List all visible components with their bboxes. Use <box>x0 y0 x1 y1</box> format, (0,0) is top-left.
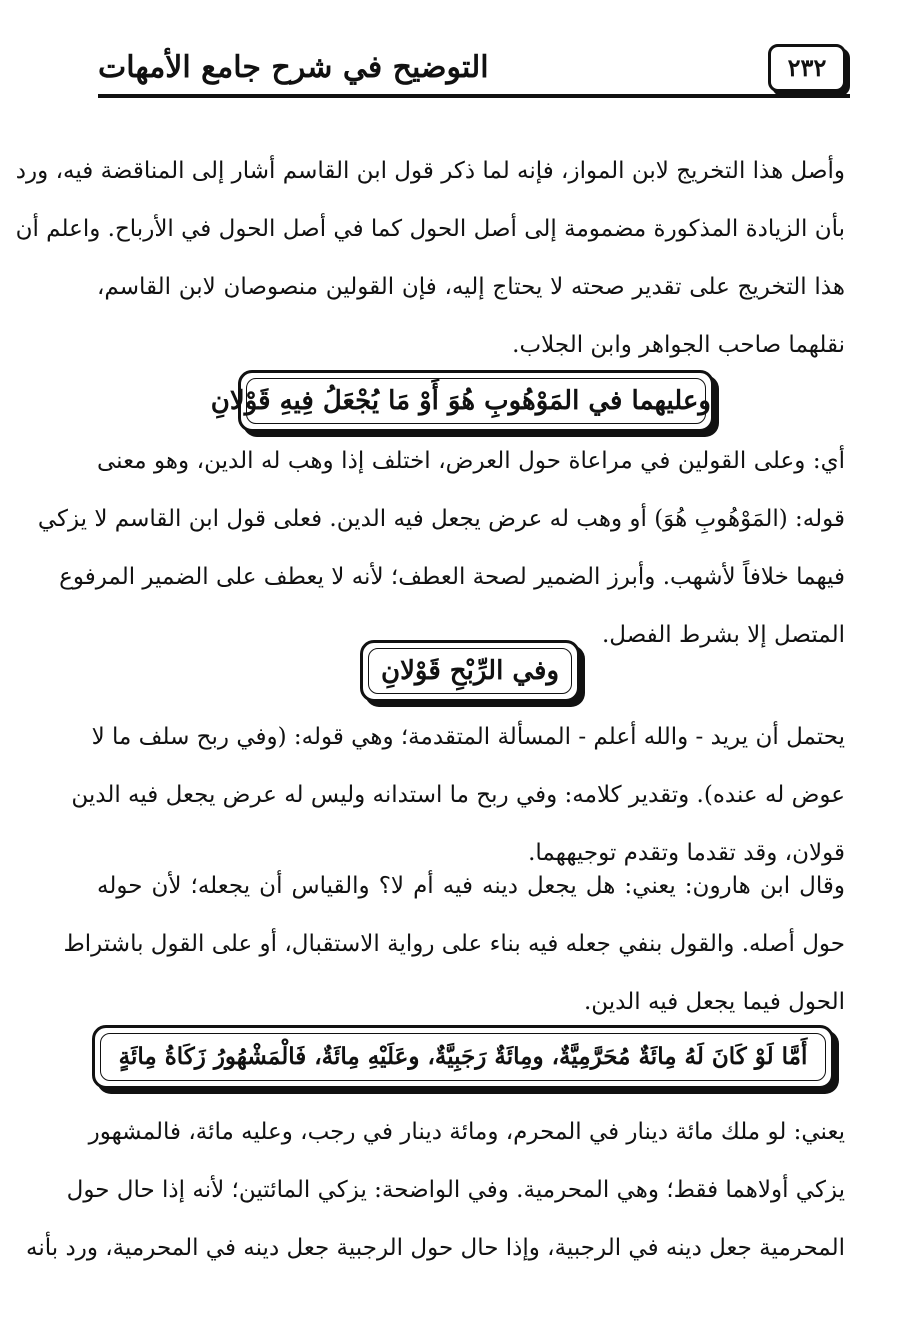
page-number: ٢٣٢ <box>768 44 846 92</box>
paragraph-line: يزكي أولاهما فقط؛ وهي المحرمية. وفي الواضحة: يزكي المائتين؛ لأنه إذا حال حول <box>66 1177 845 1203</box>
paragraph-line: الحول فيما يجعل فيه الدين. <box>583 989 845 1015</box>
heading-text: وفي الرِّبْحِ قَوْلانِ <box>380 656 560 686</box>
paragraph-line: قولان، وقد تقدما وتقدم توجيههما. <box>528 840 845 866</box>
header-rule <box>98 94 850 98</box>
paragraph-line: أي: وعلى القولين في مراعاة حول العرض، اختلف إذا وهب له الدين، وهو معنى <box>97 448 846 474</box>
matn-heading-2 <box>360 640 580 702</box>
heading-text: أَمَّا لَوْ كَانَ لَهُ مِائَةٌ مُحَرَّمِيَّةٌ، ومِائَةٌ رَجَبِيَّةٌ، وعَلَيْهِ مِائَةٌ، فَالْمَشْهُورُ زَكَاةُ مِائَةٍ <box>118 1043 808 1070</box>
paragraph-line: المتصل إلا بشرط الفصل. <box>601 622 845 648</box>
heading-text: وعليهما في المَوْهُوبِ هُوَ أَوْ مَا يُجْعَلُ فِيهِ قَوْلانِ <box>210 386 711 416</box>
paragraph-line: فيهما خلافاً لأشهب. وأبرز الضمير لصحة العطف؛ لأنه لا يعطف على الضمير المرفوع <box>59 564 845 590</box>
paragraph-line: قوله: (المَوْهُوبِ هُوَ) أو وهب له عرض يجعل فيه الدين. فعلى قول ابن القاسم لا يزكي <box>37 506 845 532</box>
paragraph-line: يحتمل أن يريد - والله أعلم - المسألة المتقدمة؛ وهي قوله: (وفي ربح سلف ما لا <box>91 724 845 750</box>
paragraph-4 <box>63 857 845 1031</box>
paragraph-line: نقلهما صاحب الجواهر وابن الجلاب. <box>512 332 845 358</box>
matn-heading-3 <box>92 1025 834 1089</box>
paragraph-line: المحرمية جعل دينه في الرجبية، وإذا حال حول الرجبية جعل دينه في المحرمية، ورد بأنه <box>26 1235 845 1261</box>
paragraph-1 <box>15 142 845 374</box>
paragraph-3 <box>71 708 845 882</box>
paragraph-2 <box>37 432 846 664</box>
paragraph-line: بأن الزيادة المذكورة مضمومة إلى أصل الحول كما في أصل الحول في الأرباح. واعلم أن <box>15 216 845 242</box>
paragraph-line: وأصل هذا التخريج لابن المواز، فإنه لما ذكر قول ابن القاسم أشار إلى المناقضة فيه، ورد <box>15 158 845 184</box>
paragraph-line: وقال ابن هارون: يعني: هل يجعل دينه فيه أم لا؟ والقياس أن يجعله؛ لأن حوله <box>97 873 845 899</box>
page-header <box>98 40 850 102</box>
paragraph-line: هذا التخريج على تقدير صحته لا يحتاج إليه، فإن القولين منصوصان لابن القاسم، <box>97 274 845 300</box>
paragraph-line: حول أصله. والقول بنفي جعله فيه بناء على رواية الاستقبال، أو على القول باشتراط <box>63 931 845 957</box>
paragraph-5 <box>26 1103 845 1277</box>
matn-heading-1 <box>210 370 714 432</box>
paragraph-line: يعني: لو ملك مائة دينار في المحرم، ومائة دينار في رجب، وعليه مائة، فالمشهور <box>88 1119 845 1145</box>
book-title: التوضيح في شرح جامع الأمهات <box>98 50 489 85</box>
paragraph-line: عوض له عنده). وتقدير كلامه: وفي ربح ما استدانه وليس له عرض يجعل فيه الدين <box>71 782 845 808</box>
